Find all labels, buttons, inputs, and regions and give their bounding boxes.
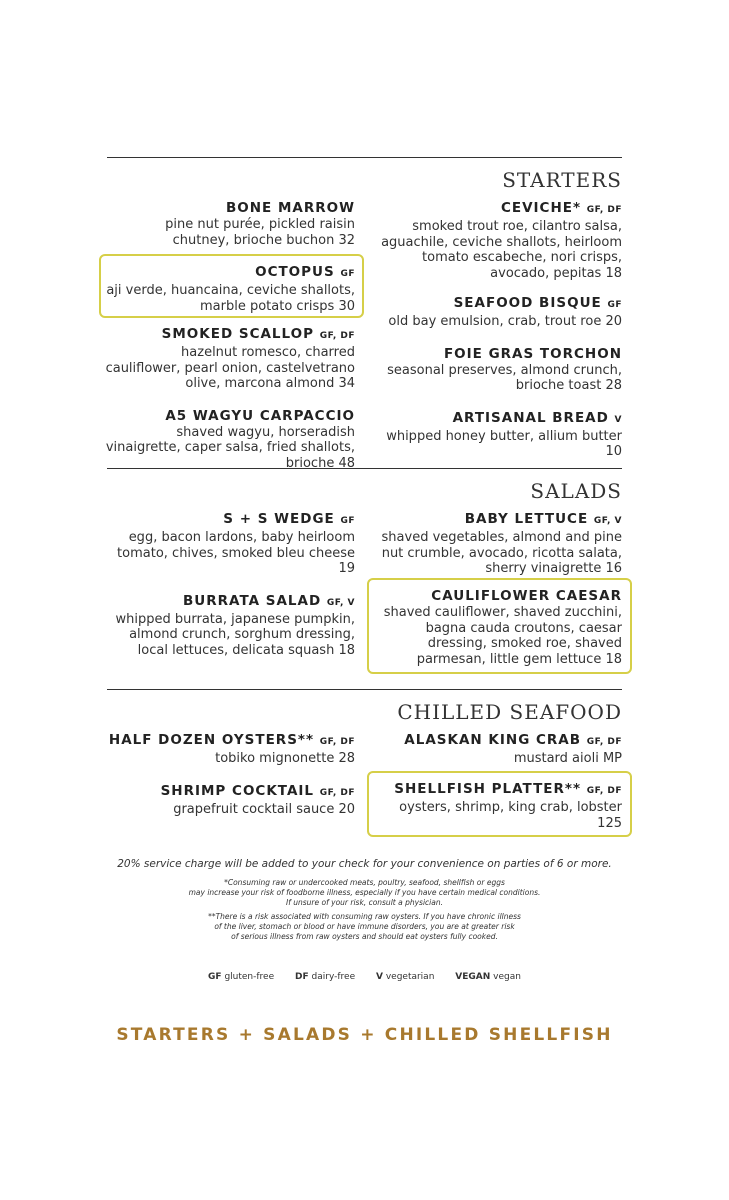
dietary-tag: GF	[607, 300, 622, 310]
menu-item-cauliflower-caesar	[372, 588, 622, 667]
item-name: BURRATA SALAD	[183, 592, 322, 609]
item-name: OCTOPUS	[255, 264, 335, 280]
item-name: SHRIMP COCKTAIL	[160, 782, 315, 799]
item-name: SHELLFISH PLATTER**	[394, 781, 582, 797]
menu-item-ceviche	[372, 200, 622, 281]
item-name: CEVICHE*	[500, 200, 582, 216]
disclaimer-line: **There is a risk associated with consuming raw oysters. If you have chronic illness	[208, 912, 521, 921]
disclaimer-line: may increase your risk of foodborne illness, especially if you have certain medical conditions.	[188, 888, 541, 897]
item-name: CAULIFLOWER CAESAR	[431, 588, 622, 604]
menu-item-oysters	[105, 732, 355, 767]
legend-vegan: VEGAN vegan	[455, 972, 521, 982]
item-description: mustard aioli MP	[513, 751, 622, 766]
disclaimer-line: If unsure of your risk, consult a physician.	[286, 898, 443, 907]
item-description: old bay emulsion, crab, trout roe 20	[388, 314, 622, 329]
section-title-chilled-seafood: CHILLED SEAFOOD	[397, 700, 622, 724]
dietary-tag: GF, V	[593, 516, 622, 526]
menu-footer-title: STARTERS + SALADS + CHILLED SHELLFISH	[116, 1025, 613, 1045]
dietary-tag: GF, DF	[586, 205, 622, 215]
section-divider-salads	[107, 468, 622, 469]
item-name: SMOKED SCALLOP	[161, 326, 315, 342]
item-name: BONE MARROW	[225, 200, 355, 216]
section-divider-starters	[107, 157, 622, 158]
item-description: shaved vegetables, almond and pine nut crumble, avocado, ricotta salata, sherry vinaigrette 16	[381, 530, 622, 576]
menu-item-artisanal-bread	[372, 410, 622, 460]
legend-dairy-free: DF dairy-free	[295, 972, 356, 982]
dietary-tag: GF, DF	[319, 787, 355, 798]
menu-item-wedge	[105, 511, 355, 577]
starters-left-lower	[105, 326, 355, 487]
item-description: pine nut purée, pickled raisin chutney, brioche buchon 32	[165, 217, 355, 248]
item-name: ALASKAN KING CRAB	[404, 732, 582, 748]
disclaimer-line: of serious illness from raw oysters and should eat oysters fully cooked.	[231, 932, 498, 941]
legend-vegetarian: V vegetarian	[375, 972, 435, 982]
menu-item-wagyu-carpaccio	[105, 408, 355, 472]
item-description: tobiko mignonette 28	[215, 751, 355, 766]
item-description: hazelnut romesco, charred cauliflower, pearl onion, castelvetrano olive, marcona almond 34	[105, 345, 355, 391]
legend-gluten-free: GF gluten-free	[208, 972, 275, 982]
dietary-legend	[0, 972, 729, 982]
menu-item-shellfish-platter	[372, 781, 622, 831]
item-name: A5 WAGYU CARPACCIO	[165, 407, 355, 424]
dietary-tag: GF	[340, 269, 355, 279]
section-title-salads: SALADS	[530, 479, 622, 503]
dietary-tag: GF, DF	[319, 737, 355, 747]
menu-item-smoked-scallop	[105, 326, 355, 392]
menu-item-burrata	[105, 593, 355, 659]
disclaimer-line: *Consuming raw or undercooked meats, poultry, seafood, shellfish or eggs	[224, 878, 505, 887]
item-description: shaved wagyu, horseradish vinaigrette, caper salsa, fried shallots, brioche 48	[105, 424, 355, 471]
item-description: oysters, shrimp, king crab, lobster 125	[399, 800, 622, 831]
menu-item-king-crab	[372, 732, 622, 767]
dietary-tag: GF	[340, 516, 355, 526]
raw-oyster-disclaimer	[0, 912, 729, 942]
item-description: shaved cauliflower, shaved zucchini, bagna cauda croutons, caesar dressing, smoked roe, shaved parmesan, little gem lettuce 18	[383, 605, 622, 667]
item-description: whipped honey butter, allium butter 10	[386, 428, 622, 459]
item-description: seasonal preserves, almond crunch, brioche toast 28	[387, 362, 622, 393]
menu-item-octopus	[105, 264, 355, 314]
menu-item-seafood-bisque	[372, 295, 622, 330]
item-description: smoked trout roe, cilantro salsa, aguachile, ceviche shallots, heirloom tomato escabeche, nori crisps, avocado, pepitas 18	[381, 219, 622, 281]
item-description: egg, bacon lardons, baby heirloom tomato, chives, smoked bleu cheese 19	[117, 530, 355, 576]
dietary-tag: GF, V	[326, 597, 355, 608]
raw-food-disclaimer	[0, 878, 729, 908]
item-description: whipped burrata, japanese pumpkin, almond crunch, sorghum dressing, local lettuces, delicata squash 18	[115, 611, 355, 658]
section-divider-chilled	[107, 689, 622, 690]
dietary-tag: V	[614, 414, 622, 425]
dietary-tag: GF, DF	[586, 737, 622, 747]
item-description: aji verde, huancaina, ceviche shallots, marble potato crisps 30	[106, 283, 355, 314]
chilled-left-column	[105, 732, 355, 833]
dietary-tag: GF, DF	[319, 331, 355, 341]
menu-item-foie-gras	[372, 346, 622, 394]
dietary-tag: GF, DF	[586, 786, 622, 796]
item-name: BABY LETTUCE	[464, 511, 589, 527]
service-charge-note: 20% service charge will be added to your check for your convenience on parties of 6 or more.	[117, 858, 612, 870]
section-title-starters: STARTERS	[502, 168, 622, 192]
menu-item-baby-lettuce	[372, 511, 622, 577]
menu-item-shrimp-cocktail	[105, 783, 355, 818]
item-description: grapefruit cocktail sauce 20	[173, 801, 355, 817]
item-name: FOIE GRAS TORCHON	[443, 345, 622, 362]
item-name: ARTISANAL BREAD	[452, 409, 609, 426]
salads-left-column	[105, 511, 355, 674]
menu-item-bone-marrow	[105, 200, 355, 248]
item-name: SEAFOOD BISQUE	[453, 295, 602, 311]
disclaimer-line: of the liver, stomach or blood or have immune disorders, you are at greater risk	[214, 922, 515, 931]
item-name: HALF DOZEN OYSTERS**	[108, 732, 315, 748]
item-name: S + S WEDGE	[223, 511, 335, 527]
starters-right-column	[372, 200, 622, 476]
